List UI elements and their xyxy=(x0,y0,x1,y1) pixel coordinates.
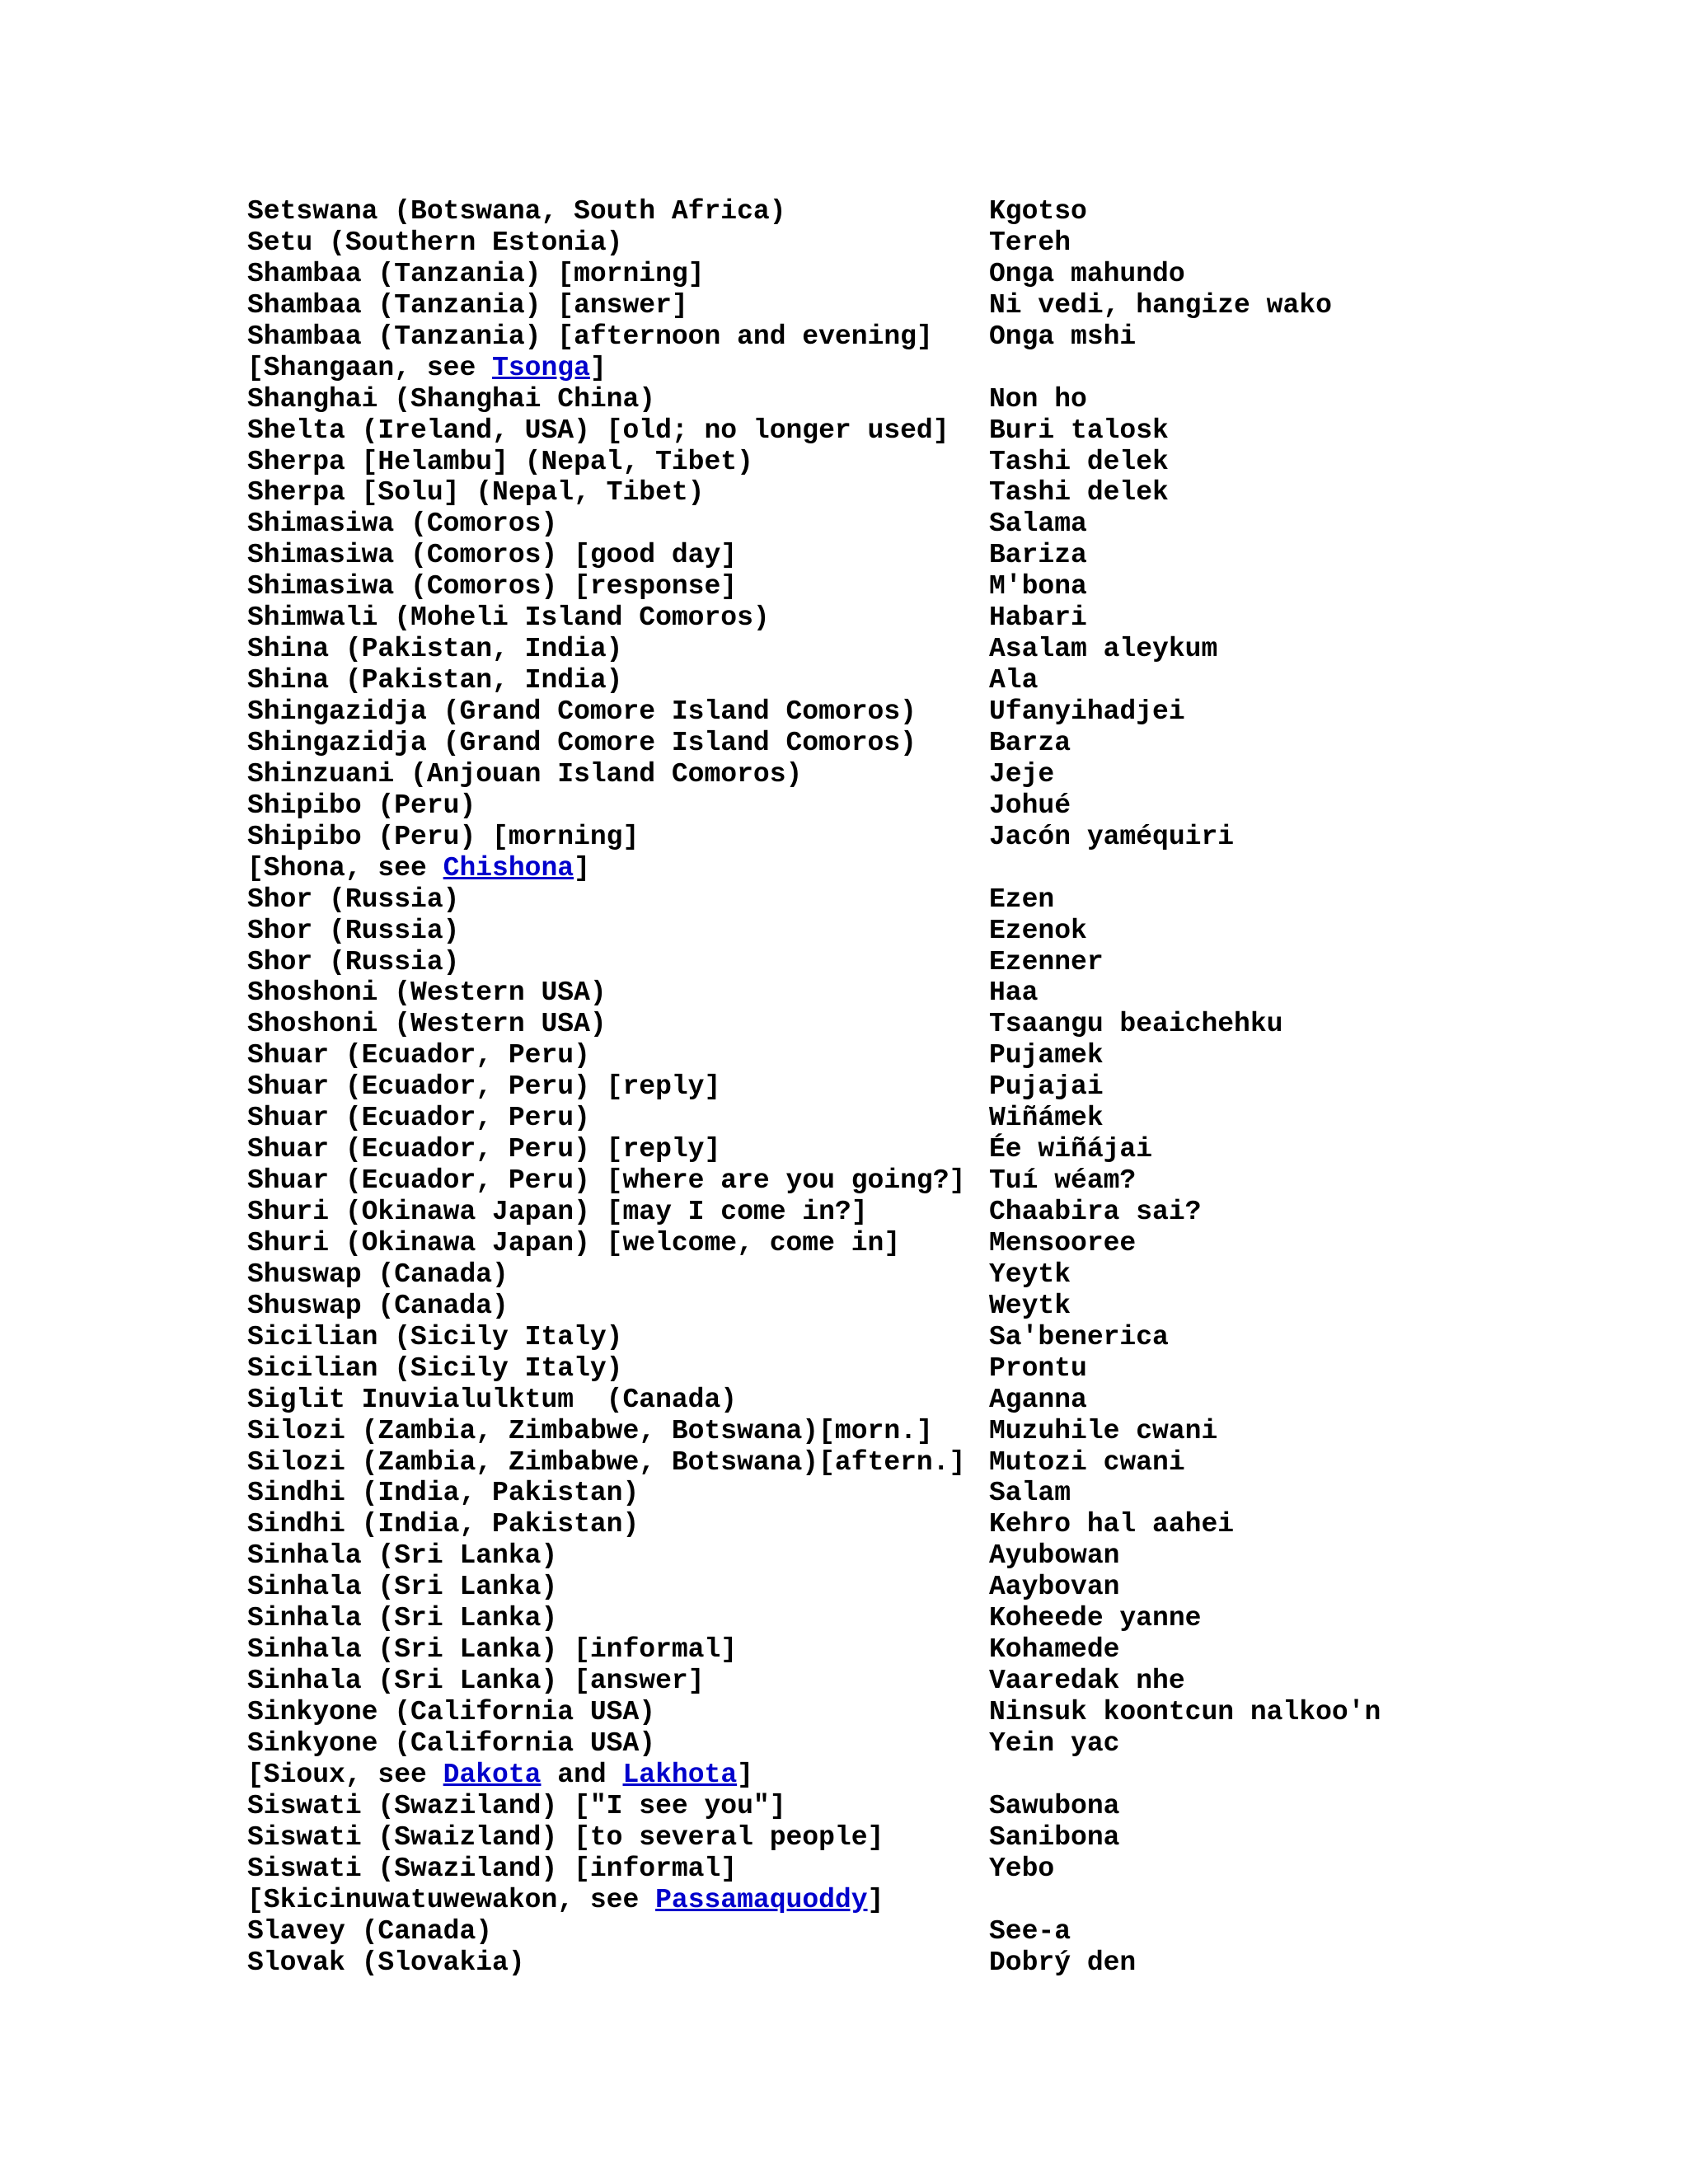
greeting-row xyxy=(247,1854,1648,1885)
greeting-row xyxy=(247,602,1648,634)
language-name: Shor (Russia) xyxy=(247,883,460,915)
language-name: Siswati (Swaizland) [to several people] xyxy=(247,1821,884,1853)
greeting-text: Tereh xyxy=(989,227,1071,258)
language-name: Setu (Southern Estonia) xyxy=(247,227,623,258)
greeting-text: Ezenok xyxy=(989,915,1087,946)
language-name: Shina (Pakistan, India) xyxy=(247,634,623,665)
greeting-text: Onga mahundo xyxy=(989,258,1185,289)
language-name: Sinhala (Sri Lanka) xyxy=(247,1572,558,1603)
language-name: Shambaa (Tanzania) [morning] xyxy=(247,258,705,289)
greeting-text: Sa'benerica xyxy=(989,1321,1169,1352)
language-name: Shimasiwa (Comoros) xyxy=(247,509,558,540)
language-name: Shingazidja (Grand Comore Island Comoros) xyxy=(247,727,917,758)
language-name: Sherpa [Helambu] (Nepal, Tibet) xyxy=(247,446,753,477)
greeting-row xyxy=(247,1228,1648,1259)
cross-reference-row xyxy=(247,853,1648,884)
greeting-row xyxy=(247,447,1648,478)
language-name: Shuar (Ecuador, Peru) xyxy=(247,1103,590,1134)
language-name: Shuri (Okinawa Japan) [welcome, come in] xyxy=(247,1227,901,1258)
greeting-row xyxy=(247,1822,1648,1854)
language-name: Shuswap (Canada) xyxy=(247,1290,509,1321)
greeting-row xyxy=(247,1353,1648,1385)
greeting-row xyxy=(247,977,1648,1009)
greeting-row xyxy=(247,1197,1648,1228)
greeting-text: Kehro hal aahei xyxy=(989,1509,1235,1540)
see-also-link[interactable]: Dakota xyxy=(443,1759,542,1790)
greeting-row xyxy=(247,1947,1648,1979)
greeting-text: Sawubona xyxy=(989,1790,1120,1821)
language-name: Shimasiwa (Comoros) [good day] xyxy=(247,540,738,571)
note-suffix: ] xyxy=(737,1759,753,1790)
greeting-text: M'bona xyxy=(989,571,1087,602)
note-suffix: ] xyxy=(589,352,607,383)
see-also-link[interactable]: Passamaquoddy xyxy=(655,1884,868,1915)
cross-reference-note xyxy=(247,1885,884,1916)
greeting-text: Mutozi cwani xyxy=(989,1446,1185,1478)
greeting-row xyxy=(247,1322,1648,1353)
greeting-row xyxy=(247,1509,1648,1540)
language-name: Shimasiwa (Comoros) [response] xyxy=(247,571,738,602)
greeting-row xyxy=(247,759,1648,790)
greeting-row xyxy=(247,1165,1648,1197)
greeting-row xyxy=(247,321,1648,353)
language-name: Siswati (Swaziland) ["I see you"] xyxy=(247,1790,786,1821)
greeting-text: Ezenner xyxy=(989,946,1104,977)
language-name: Shina (Pakistan, India) xyxy=(247,665,623,696)
note-prefix: [Sioux, see xyxy=(247,1759,443,1790)
greeting-row xyxy=(247,227,1648,259)
language-name: Shoshoni (Western USA) xyxy=(247,1009,607,1040)
greeting-row xyxy=(247,1071,1648,1103)
greeting-row xyxy=(247,384,1648,415)
greeting-text: Bariza xyxy=(989,540,1087,571)
greeting-text: Pujamek xyxy=(989,1040,1104,1071)
greeting-text: Ala xyxy=(989,665,1039,696)
language-name: Shuswap (Canada) xyxy=(247,1258,509,1290)
greeting-row xyxy=(247,822,1648,853)
note-joiner: and xyxy=(541,1759,623,1790)
note-suffix: ] xyxy=(867,1884,884,1915)
language-name: Slovak (Slovakia) xyxy=(247,1947,525,1978)
greeting-text: Yebo xyxy=(989,1853,1055,1884)
greeting-row xyxy=(247,1603,1648,1634)
language-name: Siswati (Swaziland) [informal] xyxy=(247,1853,738,1884)
language-name: Slavey (Canada) xyxy=(247,1915,493,1947)
language-name: Shuar (Ecuador, Peru) [reply] xyxy=(247,1134,721,1165)
greeting-text: Haa xyxy=(989,977,1039,1009)
language-name: Setswana (Botswana, South Africa) xyxy=(247,196,786,227)
greeting-text: Barza xyxy=(989,727,1071,758)
greeting-text: Aaybovan xyxy=(989,1572,1120,1603)
greeting-text: Aganna xyxy=(989,1384,1087,1415)
greeting-row xyxy=(247,1103,1648,1134)
language-name: Sherpa [Solu] (Nepal, Tibet) xyxy=(247,477,705,509)
greeting-text: Salam xyxy=(989,1478,1071,1509)
language-name: Sinhala (Sri Lanka) xyxy=(247,1540,558,1572)
language-name: Shipibo (Peru) xyxy=(247,790,476,821)
greeting-text: Salama xyxy=(989,509,1087,540)
greeting-text: See-a xyxy=(989,1915,1071,1947)
greeting-row xyxy=(247,790,1648,822)
language-name: Shor (Russia) xyxy=(247,946,460,977)
greeting-row xyxy=(247,196,1648,227)
language-name: Shimwali (Moheli Island Comoros) xyxy=(247,602,770,634)
language-name: Shor (Russia) xyxy=(247,915,460,946)
language-name: Shinzuani (Anjouan Island Comoros) xyxy=(247,758,803,790)
greeting-row xyxy=(247,696,1648,728)
cross-reference-row xyxy=(247,353,1648,384)
language-name: Shuar (Ecuador, Peru) xyxy=(247,1040,590,1071)
greeting-text: Onga mshi xyxy=(989,321,1137,352)
greeting-text: Buri talosk xyxy=(989,415,1169,446)
cross-reference-note xyxy=(247,853,590,884)
greeting-row xyxy=(247,509,1648,540)
greeting-text: Vaaredak nhe xyxy=(989,1666,1185,1697)
greeting-row xyxy=(247,1916,1648,1947)
language-name: Silozi (Zambia, Zimbabwe, Botswana)[morn.] xyxy=(247,1415,933,1446)
greeting-text: Dobrý den xyxy=(989,1947,1137,1978)
greeting-text: Kgotso xyxy=(989,196,1087,227)
greeting-row xyxy=(247,1572,1648,1603)
greeting-row xyxy=(247,1666,1648,1697)
greeting-text: Tashi delek xyxy=(989,446,1169,477)
language-name: Shuar (Ecuador, Peru) [where are you going?] xyxy=(247,1165,966,1197)
greeting-row xyxy=(247,1791,1648,1822)
greeting-text: Weytk xyxy=(989,1290,1071,1321)
greeting-text: Ezen xyxy=(989,883,1055,915)
language-name: Sinhala (Sri Lanka) [informal] xyxy=(247,1634,738,1666)
cross-reference-note xyxy=(247,1760,753,1791)
greeting-text: Ufanyihadjei xyxy=(989,696,1185,727)
see-also-link[interactable]: Chishona xyxy=(443,852,574,883)
greeting-row xyxy=(247,1259,1648,1291)
greeting-text: Ni vedi, hangize wako xyxy=(989,289,1332,321)
greetings-list xyxy=(247,196,1648,1978)
greeting-row xyxy=(247,1540,1648,1572)
greeting-text: Asalam aleykum xyxy=(989,634,1218,665)
note-suffix: ] xyxy=(574,852,590,883)
language-name: Siglit Inuvialulktum (Canada) xyxy=(247,1384,738,1415)
cross-reference-row xyxy=(247,1885,1648,1916)
language-name: Sinhala (Sri Lanka) xyxy=(247,1603,558,1634)
greeting-row xyxy=(247,1416,1648,1447)
greeting-row xyxy=(247,1134,1648,1165)
greeting-row xyxy=(247,916,1648,947)
greeting-row xyxy=(247,1478,1648,1509)
cross-reference-note xyxy=(247,353,607,384)
greeting-row xyxy=(247,665,1648,696)
greeting-row xyxy=(247,1728,1648,1760)
greeting-row xyxy=(247,1009,1648,1040)
greeting-row xyxy=(247,1385,1648,1416)
greeting-row xyxy=(247,1697,1648,1728)
greeting-text: Non ho xyxy=(989,383,1087,415)
language-name: Sinkyone (California USA) xyxy=(247,1727,656,1759)
greeting-row xyxy=(247,415,1648,447)
greeting-text: Sanibona xyxy=(989,1821,1120,1853)
greeting-row xyxy=(247,571,1648,602)
greeting-text: Jeje xyxy=(989,758,1055,790)
language-name: Sicilian (Sicily Italy) xyxy=(247,1321,623,1352)
language-name: Shelta (Ireland, USA) [old; no longer used] xyxy=(247,415,950,446)
cross-reference-row xyxy=(247,1760,1648,1791)
see-also-link[interactable]: Lakhota xyxy=(622,1759,738,1790)
greeting-row xyxy=(247,1291,1648,1322)
language-name: Shuri (Okinawa Japan) [may I come in?] xyxy=(247,1197,868,1227)
greeting-row xyxy=(247,947,1648,978)
greeting-text: Tsaangu beaichehku xyxy=(989,1009,1283,1040)
greeting-row xyxy=(247,728,1648,759)
language-name: Sinhala (Sri Lanka) [answer] xyxy=(247,1666,705,1697)
language-name: Sindhi (India, Pakistan) xyxy=(247,1478,640,1509)
greeting-text: Johué xyxy=(989,790,1071,821)
greeting-row xyxy=(247,1447,1648,1479)
greeting-text: Tuí wéam? xyxy=(989,1165,1137,1197)
greeting-text: Chaabira sai? xyxy=(989,1197,1202,1227)
greeting-text: Jacón yaméquiri xyxy=(989,821,1235,852)
note-prefix: [Skicinuwatuwewakon, see xyxy=(247,1884,656,1915)
greeting-text: Habari xyxy=(989,602,1087,634)
language-name: Shanghai (Shanghai China) xyxy=(247,383,656,415)
greeting-row xyxy=(247,884,1648,916)
language-name: Shuar (Ecuador, Peru) [reply] xyxy=(247,1071,721,1103)
greeting-text: Yeytk xyxy=(989,1258,1071,1290)
greeting-row xyxy=(247,540,1648,571)
greeting-row xyxy=(247,1040,1648,1071)
language-name: Sindhi (India, Pakistan) xyxy=(247,1509,640,1540)
note-prefix: [Shangaan, see xyxy=(247,352,493,383)
language-name: Shingazidja (Grand Comore Island Comoros) xyxy=(247,696,917,727)
greeting-text: Muzuhile cwani xyxy=(989,1415,1218,1446)
greeting-row xyxy=(247,259,1648,290)
greeting-row xyxy=(247,634,1648,665)
greeting-text: Wiñámek xyxy=(989,1103,1104,1134)
greeting-text: Koheede yanne xyxy=(989,1603,1202,1634)
language-name: Shambaa (Tanzania) [afternoon and evening] xyxy=(247,321,933,352)
greeting-text: Kohamede xyxy=(989,1634,1120,1666)
note-prefix: [Shona, see xyxy=(247,852,443,883)
greeting-row xyxy=(247,477,1648,509)
language-name: Shoshoni (Western USA) xyxy=(247,977,607,1009)
see-also-link[interactable]: Tsonga xyxy=(492,352,590,383)
language-name: Sicilian (Sicily Italy) xyxy=(247,1352,623,1384)
language-name: Sinkyone (California USA) xyxy=(247,1697,656,1727)
greeting-text: Tashi delek xyxy=(989,477,1169,509)
greeting-text: Ée wiñájai xyxy=(989,1134,1153,1165)
language-name: Silozi (Zambia, Zimbabwe, Botswana)[aftern.] xyxy=(247,1446,966,1478)
greeting-text: Pujajai xyxy=(989,1071,1104,1103)
greeting-row xyxy=(247,1634,1648,1666)
language-name: Shambaa (Tanzania) [answer] xyxy=(247,289,688,321)
greeting-text: Prontu xyxy=(989,1352,1087,1384)
language-name: Shipibo (Peru) [morning] xyxy=(247,821,640,852)
greeting-text: Ayubowan xyxy=(989,1540,1120,1572)
greeting-text: Mensooree xyxy=(989,1227,1137,1258)
greeting-text: Yein yac xyxy=(989,1727,1120,1759)
greeting-row xyxy=(247,290,1648,321)
greeting-text: Ninsuk koontcun nalkoo'n xyxy=(989,1697,1381,1727)
